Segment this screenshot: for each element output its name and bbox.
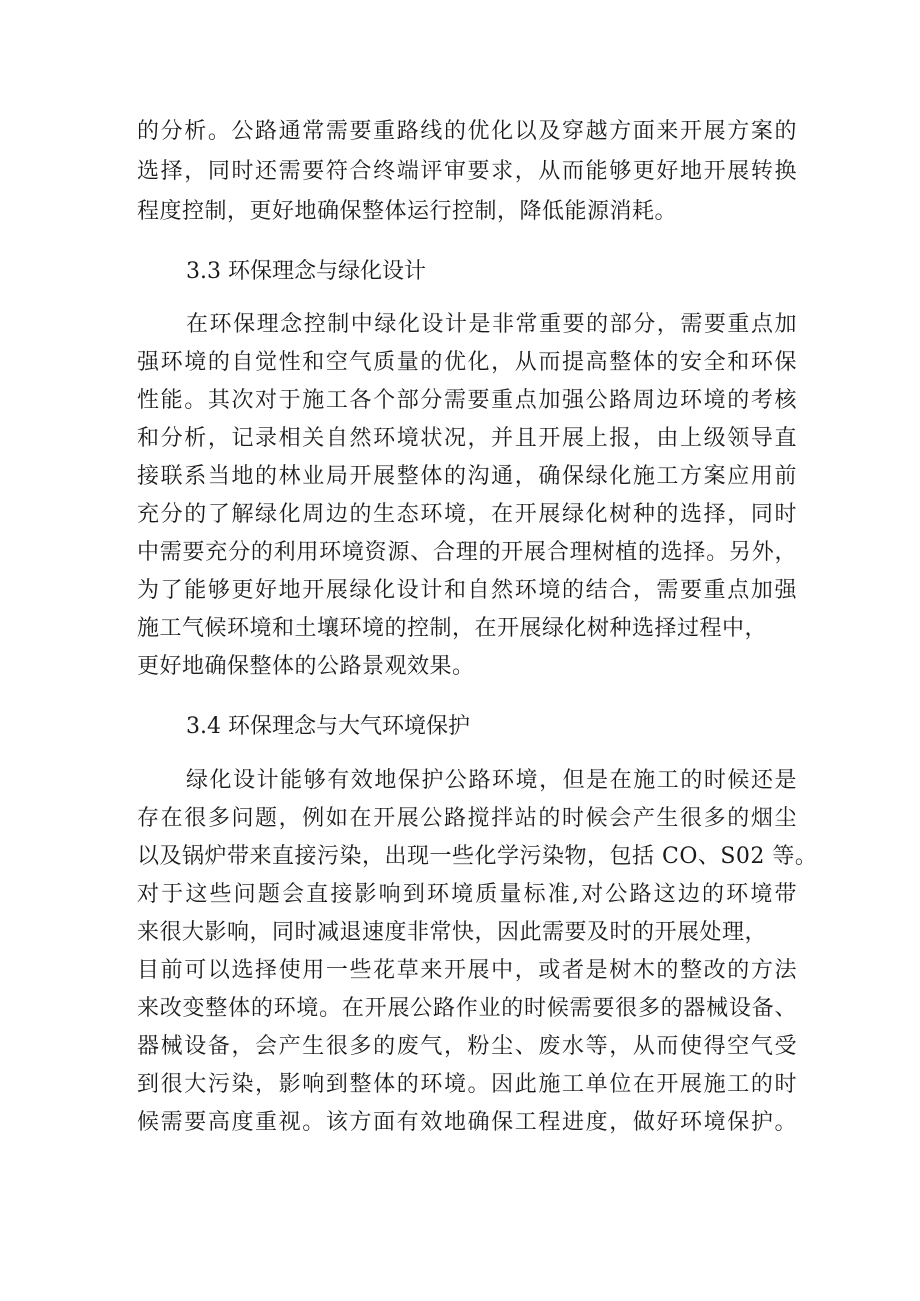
paragraph-line: 绿化设计能够有效地保护公路环境，但是在施工的时候还是 [186,768,797,793]
paragraph-line: 存在很多问题，例如在开展公路搅拌站的时候会产生很多的烟尘 [137,806,797,831]
paragraph-line: 来很大影响，同时减退速度非常快，因此需要及时的开展处理， [137,920,768,945]
paragraph-line: 器械设备，会产生很多的废气，粉尘、废水等，从而使得空气受 [137,1034,797,1059]
paragraph-line: 中需要充分的利用环境资源、合理的开展合理树植的选择。另外， [137,540,797,565]
paragraph-line: 更好地确保整体的公路景观效果。 [137,654,475,679]
paragraph-line: 候需要高度重视。该方面有效地确保工程进度，做好环境保护。 [137,1110,797,1135]
paragraph-line: 充分的了解绿化周边的生态环境，在开展绿化树种的选择，同时 [137,502,797,527]
paragraph-line: 目前可以选择使用一些花草来开展中，或者是树木的整改的方法 [137,958,797,983]
paragraph-line: 施工气候环境和土壤环境的控制，在开展绿化树种选择过程中， [137,616,768,641]
paragraph-line: 强环境的自觉性和空气质量的优化，从而提高整体的安全和环保 [137,350,797,375]
paragraph-line: 来改变整体的环境。在开展公路作业的时候需要很多的器械设备、 [137,996,797,1021]
paragraph-line: 程度控制，更好地确保整体运行控制，降低能源消耗。 [137,199,678,224]
paragraph-line: 性能。其次对于施工各个部分需要重点加强公路周边环境的考核 [137,388,797,413]
paragraph-line: 对于这些问题会直接影响到环境质量标准,对公路这边的环境带 [137,882,797,907]
paragraph-line: 的分析。公路通常需要重路线的优化以及穿越方面来开展方案的 [137,119,797,144]
paragraph-line: 选择，同时还需要符合终端评审要求，从而能够更好地开展转换 [137,159,797,184]
section-heading-3-4: 3.4 环保理念与大气环境保护 [186,714,470,739]
paragraph-line: 为了能够更好地开展绿化设计和自然环境的结合，需要重点加强 [137,578,797,603]
section-heading-3-3: 3.3 环保理念与绿化设计 [186,259,426,284]
paragraph-line: 以及锅炉带来直接污染，出现一些化学污染物，包括 CO、S02 等。 [137,844,818,869]
paragraph-line: 接联系当地的林业局开展整体的沟通，确保绿化施工方案应用前 [137,464,797,489]
paragraph-line: 到很大污染，影响到整体的环境。因此施工单位在开展施工的时 [137,1072,797,1097]
paragraph-line: 和分析，记录相关自然环境状况，并且开展上报，由上级领导直 [137,426,797,451]
paragraph-line: 在环保理念控制中绿化设计是非常重要的部分，需要重点加 [186,312,797,337]
